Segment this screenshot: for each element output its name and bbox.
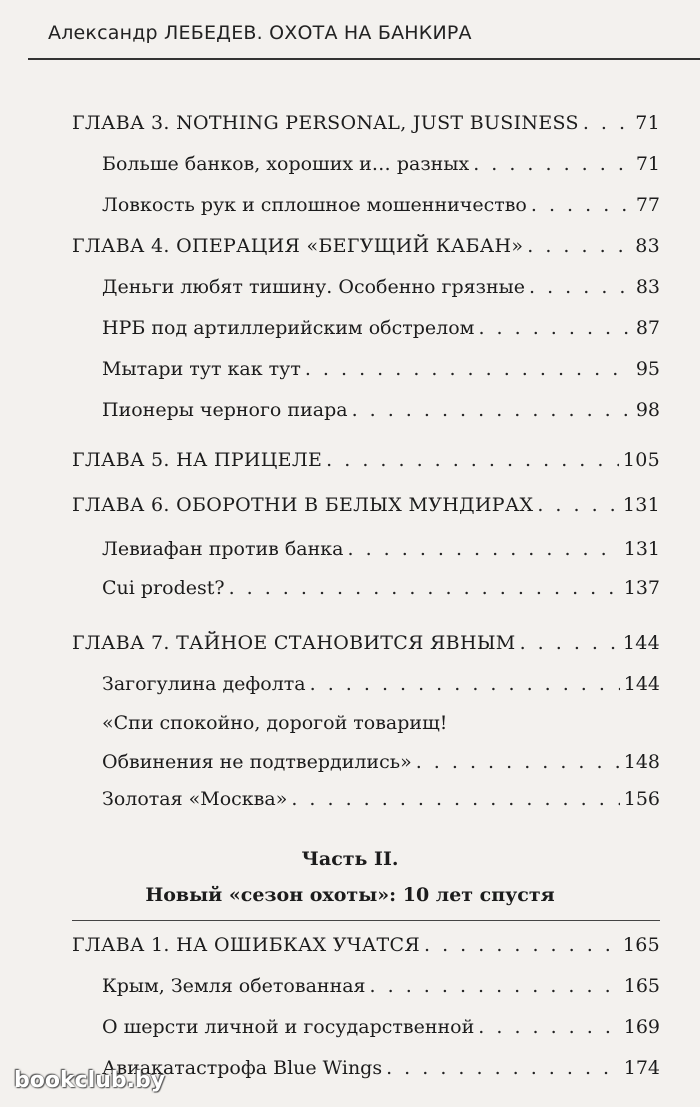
toc-entry-page: 165 [623,975,660,997]
toc-entry-page: 105 [622,449,660,471]
toc-entry-title: «Спи спокойно, дорогой товарищ! [102,712,448,734]
leader-dots [478,315,631,341]
toc-entry-page: 174 [623,1057,660,1079]
toc-entry-page: 169 [623,1016,660,1038]
toc-entry [102,356,660,382]
toc-entry-title: ГЛАВА 5. НА ПРИЦЕЛЕ [72,449,323,471]
toc-entry-page: 83 [635,235,660,257]
toc-entry [102,671,660,697]
leader-dots [229,575,620,601]
leader-dots [352,397,632,423]
toc-entry-title: Обвинения не подтвердились» [102,751,412,773]
toc-entry-page: 165 [622,934,660,956]
toc-entry-title: О шерсти личной и государственной [102,1016,475,1038]
toc-entry-title: Загогулина дефолта [102,673,306,695]
leader-dots [291,786,619,812]
toc-entry-title: Левиафан против банка [102,538,344,560]
leader-dots [370,973,620,999]
toc-entry-page: 87 [635,317,660,339]
toc-entry-title: Cui prodest? [102,577,225,599]
toc-entry-title: Золотая «Москва» [102,788,288,810]
leader-dots [537,492,618,518]
toc-entry [102,274,660,300]
toc-entry-title: Авиакатастрофа Blue Wings [102,1057,383,1079]
toc-entry-page: 144 [622,632,660,654]
toc-entry [102,749,660,775]
toc-entry [72,233,660,259]
toc-entry [102,575,660,601]
toc-entry-page: 148 [623,751,660,773]
toc-entry-page: 71 [635,153,660,175]
toc-entry-title: Пионеры черного пиара [102,399,348,421]
toc-entry-page: 98 [635,399,660,421]
toc-entry-title: ГЛАВА 4. ОПЕРАЦИЯ «БЕГУЩИЙ КАБАН» [72,235,524,257]
leader-dots [520,630,619,656]
toc-entry-title: ГЛАВА 7. ТАЙНОЕ СТАНОВИТСЯ ЯВНЫМ [72,632,516,654]
toc-entry-title: Ловкость рук и сплошное мошенничество [102,194,527,216]
toc-entry [102,536,660,562]
toc-entry-line [102,710,660,736]
toc-entry [102,397,660,423]
toc-entry-title: ГЛАВА 6. ОБОРОТНИ В БЕЛЫХ МУНДИРАХ [72,494,534,516]
toc-entry [72,630,660,656]
toc-entry-page: 77 [635,194,660,216]
toc-entry-title: НРБ под артиллерийским обстрелом [102,317,475,339]
header-rule [28,58,700,60]
running-header: Александр ЛЕБЕДЕВ. ОХОТА НА БАНКИРА [48,22,472,44]
toc-entry-page: 156 [623,788,660,810]
toc-entry-page: 71 [635,112,660,134]
toc-entry [102,786,660,812]
toc-entry [102,973,660,999]
toc-entry [72,447,660,473]
leader-dots [527,233,631,259]
toc-entry-page: 131 [622,494,660,516]
leader-dots [305,356,632,382]
toc-entry-title: Больше банков, хороших и… разных [102,153,470,175]
toc-entry-title: Крым, Земля обетованная [102,975,366,997]
toc-entry-title: ГЛАВА 1. НА ОШИБКАХ УЧАТСЯ [72,934,420,956]
toc-entry-page: 83 [635,276,660,298]
toc-entry [102,1055,660,1081]
leader-dots [531,192,632,218]
toc-entry [102,315,660,341]
leader-dots [416,749,620,775]
toc-entry [102,151,660,177]
toc-entry-page: 137 [623,577,660,599]
toc-entry [72,932,660,958]
leader-dots [478,1014,619,1040]
toc-entry-title: Деньги любят тишину. Особенно грязные [102,276,526,298]
toc-entry [72,110,660,136]
leader-dots [473,151,632,177]
leader-dots [424,932,619,958]
toc-entry-page: 131 [623,538,660,560]
toc-entry-page: 95 [635,358,660,380]
part-subtitle: Новый «сезон охоты»: 10 лет спустя [145,884,555,906]
leader-dots [386,1055,620,1081]
toc-entry-title: Мытари тут как тут [102,358,301,380]
toc-entry [72,492,660,518]
leader-dots [529,274,632,300]
toc-entry-page: 144 [623,673,660,695]
toc-entry [102,1014,660,1040]
part-rule [72,920,660,921]
toc-entry-title: ГЛАВА 3. NOTHING PERSONAL, JUST BUSINESS [72,112,579,134]
watermark-logo: bookclub.by [14,1068,166,1093]
part-label: Часть II. [301,848,399,870]
toc-entry [102,192,660,218]
leader-dots [326,447,619,473]
leader-dots [583,110,631,136]
leader-dots [348,536,620,562]
leader-dots [310,671,620,697]
